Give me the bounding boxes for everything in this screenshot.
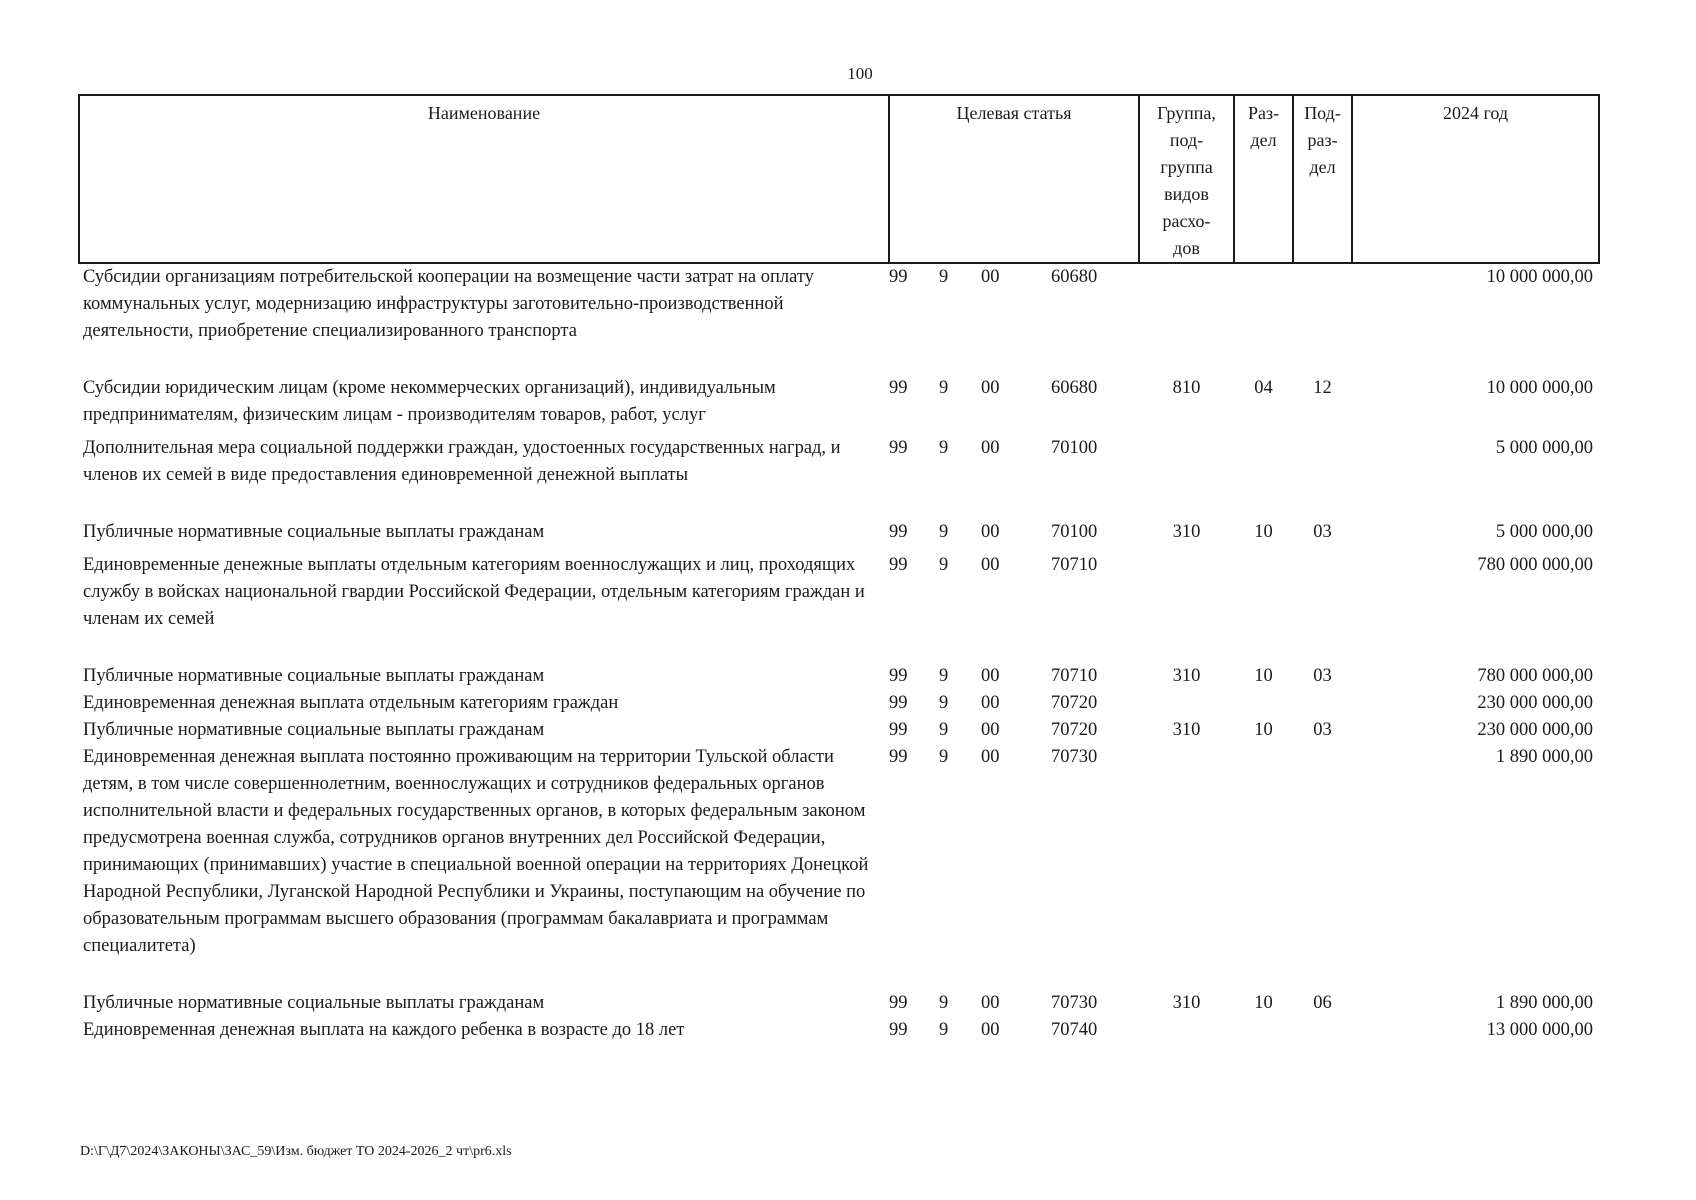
- cell-c1: 99: [889, 693, 908, 713]
- cell-c1: 99: [889, 378, 908, 398]
- cell-amt: 10 000 000,00: [1486, 267, 1594, 287]
- table-header: [79, 95, 1599, 263]
- cell-amt: 13 000 000,00: [1486, 1020, 1594, 1040]
- cell-amt: 780 000 000,00: [1477, 666, 1594, 686]
- cell-grp: [1139, 552, 1234, 663]
- table-row: [79, 663, 1599, 690]
- cell-c4: 70100: [1051, 438, 1098, 458]
- table-row: [79, 375, 1599, 435]
- cell-sub: [1293, 1017, 1352, 1044]
- cell-c4: 70710: [1051, 666, 1098, 686]
- cell-sec: 10: [1254, 993, 1273, 1013]
- cell-c4: 60680: [1051, 267, 1098, 287]
- cell-c3: 00: [981, 267, 1000, 287]
- cell-c4: 70740: [1051, 1020, 1098, 1040]
- header-subsection: Под- раз- дел: [1293, 95, 1352, 263]
- cell-c4: 60680: [1051, 378, 1098, 398]
- cell-c2: 9: [939, 666, 949, 686]
- cell-c2: 9: [939, 378, 949, 398]
- cell-sub: 12: [1313, 378, 1332, 398]
- header-section: Раз- дел: [1234, 95, 1293, 263]
- cell-sub: [1293, 435, 1352, 519]
- cell-sec: [1234, 1017, 1293, 1044]
- cell-c1: 99: [889, 993, 908, 1013]
- cell-c2: 9: [939, 720, 949, 740]
- table-row: [79, 263, 1599, 375]
- cell-amt: 10 000 000,00: [1486, 378, 1594, 398]
- cell-sec: [1234, 263, 1293, 375]
- table-row: [79, 990, 1599, 1017]
- page-number: 100: [847, 64, 873, 83]
- cell-c4: 70720: [1051, 720, 1098, 740]
- cell-sec: 10: [1254, 720, 1273, 740]
- table-row: [79, 744, 1599, 990]
- cell-grp: [1139, 744, 1234, 990]
- header-expense-group: Группа, под- группа видов расхо- дов: [1139, 95, 1234, 263]
- table-row: [79, 1017, 1599, 1044]
- cell-grp: 310: [1172, 720, 1201, 740]
- header-target-article: Целевая статья: [889, 95, 1139, 263]
- cell-c3: 00: [981, 747, 1000, 767]
- cell-sec: [1234, 552, 1293, 663]
- cell-amt: 5 000 000,00: [1495, 522, 1594, 542]
- cell-c4: 70730: [1051, 993, 1098, 1013]
- cell-c3: 00: [981, 720, 1000, 740]
- cell-c4: 70100: [1051, 522, 1098, 542]
- cell-amt: 1 890 000,00: [1495, 747, 1594, 767]
- cell-name: Единовременная денежная выплата постоянно проживающим на территории Тульской области детям, в том числе совершеннолетним, военнослужащих и сотрудников федеральных органов исполнительной власти и федеральных государственных органов, в которых федеральным законом предусмотрена военная служба, сотрудников органов внутренних дел Российской Федерации, принимающих (принимавших) участие в специальной военной операции на территориях Донецкой Народной Республики, Луганской Народной Республики и Украины, поступающим на обучение по образовательным программам высшего образования (программам бакалавриата и программам специалитета): [83, 747, 869, 956]
- cell-c1: 99: [889, 1020, 908, 1040]
- cell-c1: 99: [889, 438, 908, 458]
- cell-sub: 06: [1313, 993, 1332, 1013]
- cell-grp: 310: [1172, 993, 1201, 1013]
- cell-sec: 10: [1254, 666, 1273, 686]
- cell-c1: 99: [889, 747, 908, 767]
- cell-c3: 00: [981, 522, 1000, 542]
- cell-c2: 9: [939, 522, 949, 542]
- cell-sec: [1234, 435, 1293, 519]
- cell-name: Единовременные денежные выплаты отдельным категориям военнослужащих и лиц, проходящих службу в войсках национальной гвардии Российской Федерации, отдельным категориям граждан и членам их семей: [83, 555, 865, 629]
- cell-c4: 70710: [1051, 555, 1098, 575]
- table-row: [79, 519, 1599, 552]
- cell-c2: 9: [939, 267, 949, 287]
- cell-grp: [1139, 435, 1234, 519]
- table-row: [79, 717, 1599, 744]
- cell-amt: 1 890 000,00: [1495, 993, 1594, 1013]
- header-year-2024: 2024 год: [1352, 95, 1599, 263]
- cell-sec: [1234, 690, 1293, 717]
- cell-grp: 810: [1172, 378, 1201, 398]
- table-row: [79, 435, 1599, 519]
- cell-grp: [1139, 1017, 1234, 1044]
- cell-amt: 230 000 000,00: [1477, 720, 1594, 740]
- footer-file-path: D:\Г\Д7\2024\ЗАКОНЫ\ЗАС_59\Изм. бюджет ТО 2024-2026_2 чт\pr6.xls: [80, 1144, 512, 1159]
- cell-c2: 9: [939, 693, 949, 713]
- header-name: Наименование: [79, 95, 889, 263]
- cell-c2: 9: [939, 747, 949, 767]
- cell-grp: [1139, 263, 1234, 375]
- cell-sub: 03: [1313, 522, 1332, 542]
- table-body: [79, 263, 1599, 1044]
- cell-name: Публичные нормативные социальные выплаты гражданам: [83, 720, 545, 740]
- cell-amt: 230 000 000,00: [1477, 693, 1594, 713]
- cell-c1: 99: [889, 522, 908, 542]
- cell-name: Субсидии организациям потребительской кооперации на возмещение части затрат на оплату коммунальных услуг, модернизацию инфраструктуры заготовительно-производственной деятельности, приобретение специализированного транспорта: [83, 267, 814, 341]
- cell-grp: [1139, 690, 1234, 717]
- cell-c3: 00: [981, 438, 1000, 458]
- cell-name: Публичные нормативные социальные выплаты гражданам: [83, 522, 545, 542]
- cell-sub: 03: [1313, 720, 1332, 740]
- cell-c2: 9: [939, 438, 949, 458]
- cell-name: Публичные нормативные социальные выплаты гражданам: [83, 993, 545, 1013]
- cell-c2: 9: [939, 555, 949, 575]
- cell-name: Дополнительная мера социальной поддержки граждан, удостоенных государственных наград, и членов их семей в виде предоставления единовременной денежной выплаты: [83, 438, 841, 485]
- cell-sub: [1293, 263, 1352, 375]
- cell-sec: 04: [1254, 378, 1273, 398]
- cell-sub: [1293, 744, 1352, 990]
- cell-c3: 00: [981, 555, 1000, 575]
- cell-sec: [1234, 744, 1293, 990]
- cell-amt: 5 000 000,00: [1495, 438, 1594, 458]
- cell-name: Единовременная денежная выплата отдельным категориям граждан: [83, 693, 619, 713]
- cell-grp: 310: [1172, 522, 1201, 542]
- cell-name: Единовременная денежная выплата на каждого ребенка в возрасте до 18 лет: [83, 1020, 685, 1040]
- cell-c3: 00: [981, 693, 1000, 713]
- cell-c1: 99: [889, 666, 908, 686]
- table-row: [79, 690, 1599, 717]
- budget-table-wrapper: [78, 94, 1598, 1044]
- cell-sub: 03: [1313, 666, 1332, 686]
- cell-c3: 00: [981, 1020, 1000, 1040]
- cell-sub: [1293, 690, 1352, 717]
- cell-c4: 70720: [1051, 693, 1098, 713]
- cell-c1: 99: [889, 555, 908, 575]
- budget-table: [78, 94, 1600, 1044]
- cell-c4: 70730: [1051, 747, 1098, 767]
- cell-name: Публичные нормативные социальные выплаты гражданам: [83, 666, 545, 686]
- cell-sub: [1293, 552, 1352, 663]
- cell-c2: 9: [939, 1020, 949, 1040]
- cell-c3: 00: [981, 993, 1000, 1013]
- cell-c1: 99: [889, 267, 908, 287]
- cell-name: Субсидии юридическим лицам (кроме некоммерческих организаций), индивидуальным предпринимателям, физическим лицам - производителям товаров, работ, услуг: [83, 378, 776, 425]
- cell-c3: 00: [981, 666, 1000, 686]
- cell-amt: 780 000 000,00: [1477, 555, 1594, 575]
- cell-sec: 10: [1254, 522, 1273, 542]
- cell-c3: 00: [981, 378, 1000, 398]
- table-row: [79, 552, 1599, 663]
- cell-c2: 9: [939, 993, 949, 1013]
- cell-c1: 99: [889, 720, 908, 740]
- cell-grp: 310: [1172, 666, 1201, 686]
